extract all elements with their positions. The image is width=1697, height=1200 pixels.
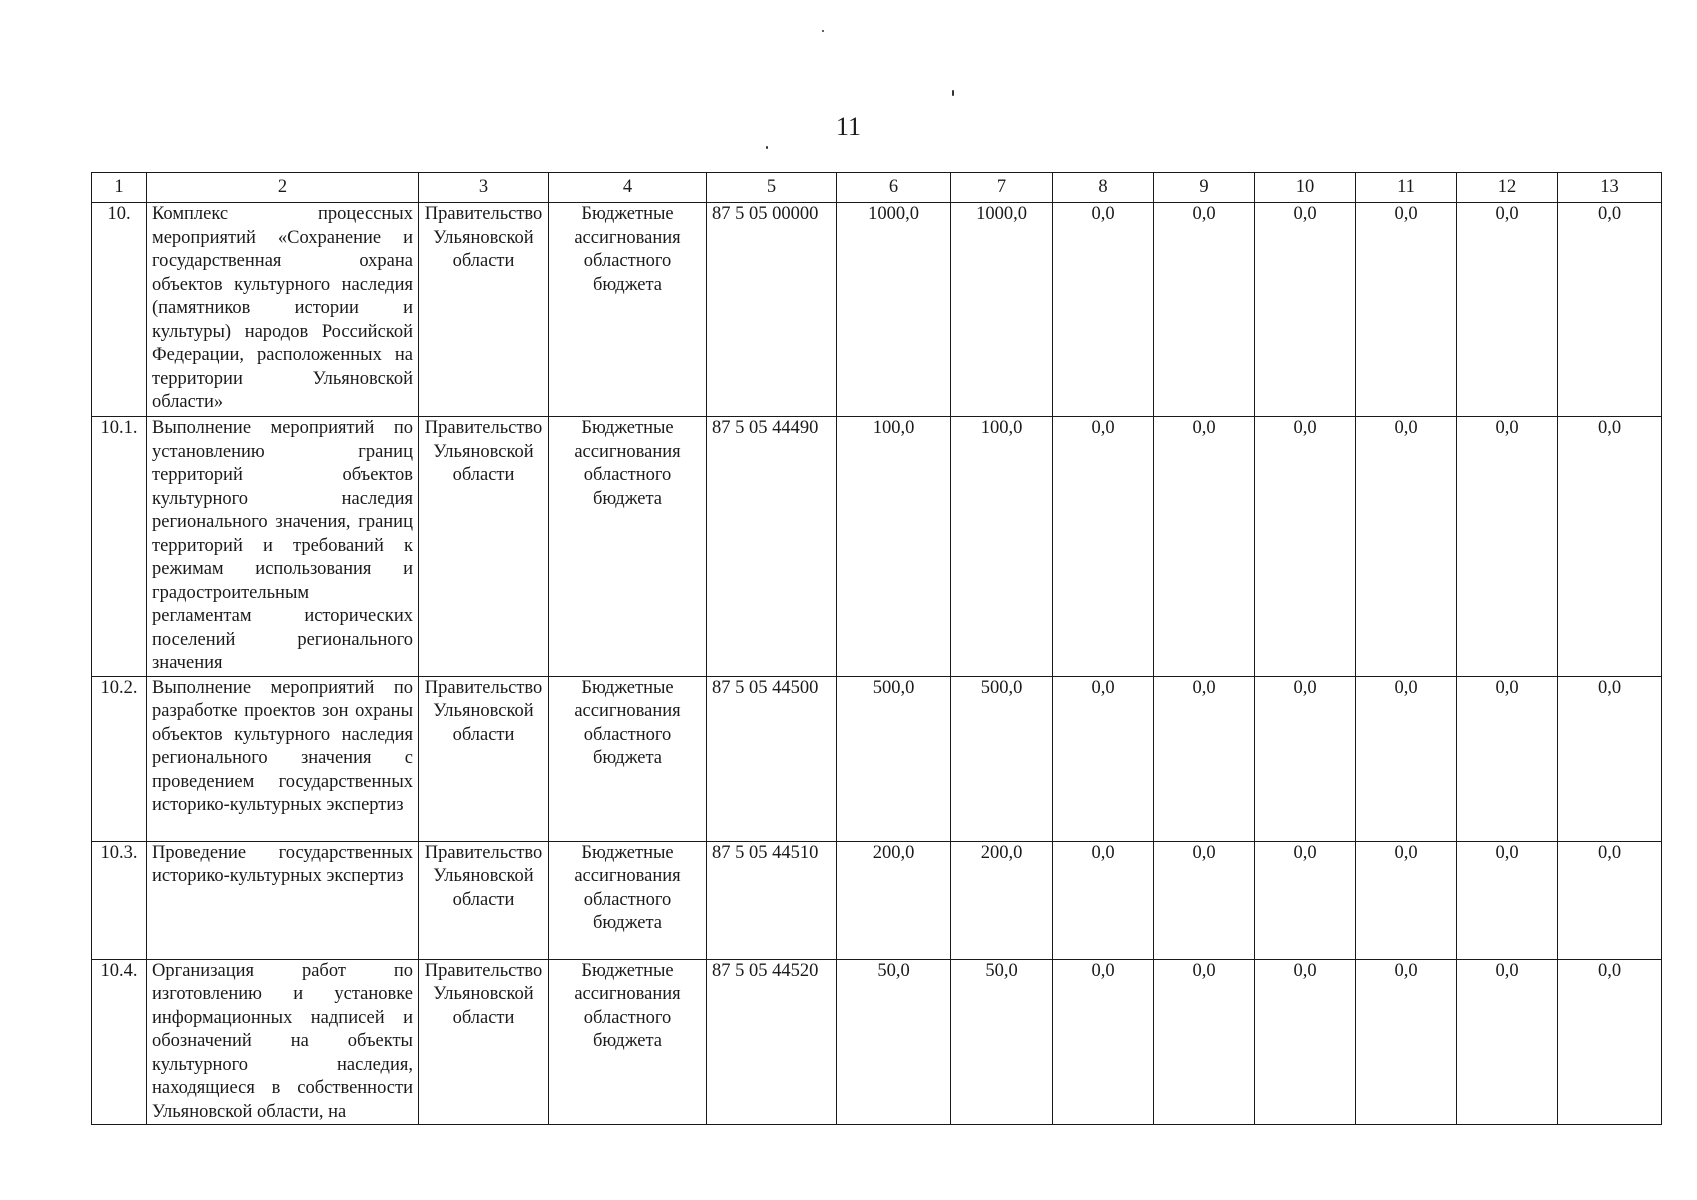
amount-cell: 0,0 <box>1154 203 1255 417</box>
row-number: 10. <box>92 203 147 417</box>
column-number-row <box>92 173 1662 203</box>
column-number: 2 <box>147 173 419 203</box>
column-number: 6 <box>837 173 951 203</box>
amount-cell: 0,0 <box>1053 676 1154 841</box>
table-row <box>92 959 1662 1125</box>
amount-cell: 200,0 <box>837 841 951 959</box>
column-number: 1 <box>92 173 147 203</box>
amount-cell: 500,0 <box>951 676 1053 841</box>
budget-table <box>91 172 1662 1125</box>
amount-cell: 0,0 <box>1053 203 1154 417</box>
amount-cell: 0,0 <box>1558 676 1662 841</box>
amount-cell: 50,0 <box>837 959 951 1125</box>
amount-cell: 0,0 <box>1558 417 1662 677</box>
amount-cell: 0,0 <box>1356 959 1457 1125</box>
table-row <box>92 676 1662 841</box>
row-number: 10.2. <box>92 676 147 841</box>
funding-source: Бюджетные ассигнования областного бюджета <box>549 203 707 417</box>
row-number: 10.3. <box>92 841 147 959</box>
scan-speck <box>952 90 954 96</box>
amount-cell: 500,0 <box>837 676 951 841</box>
amount-cell: 0,0 <box>1558 959 1662 1125</box>
budget-code: 87 5 05 44510 <box>707 841 837 959</box>
amount-cell: 0,0 <box>1558 841 1662 959</box>
measure-name: Организация работ по изготовлению и установке информационных надписей и обозначений на объекты культурного наследия, находящиеся в собственности Ульяновской области, на <box>147 959 419 1125</box>
column-number: 3 <box>419 173 549 203</box>
row-number: 10.4. <box>92 959 147 1125</box>
scan-speck <box>766 146 768 149</box>
table-row <box>92 841 1662 959</box>
amount-cell: 0,0 <box>1154 959 1255 1125</box>
table-row <box>92 203 1662 417</box>
executor: Правительство Ульяновской области <box>419 959 549 1125</box>
amount-cell: 0,0 <box>1356 841 1457 959</box>
budget-code: 87 5 05 44520 <box>707 959 837 1125</box>
amount-cell: 0,0 <box>1457 676 1558 841</box>
column-number: 7 <box>951 173 1053 203</box>
table-row <box>92 417 1662 677</box>
amount-cell: 0,0 <box>1154 417 1255 677</box>
column-number: 13 <box>1558 173 1662 203</box>
funding-source: Бюджетные ассигнования областного бюджета <box>549 417 707 677</box>
page-number: 11 <box>835 112 862 141</box>
amount-cell: 0,0 <box>1457 203 1558 417</box>
amount-cell: 1000,0 <box>951 203 1053 417</box>
amount-cell: 0,0 <box>1356 676 1457 841</box>
column-number: 9 <box>1154 173 1255 203</box>
funding-source: Бюджетные ассигнования областного бюджета <box>549 841 707 959</box>
executor: Правительство Ульяновской области <box>419 417 549 677</box>
funding-source: Бюджетные ассигнования областного бюджета <box>549 959 707 1125</box>
row-number: 10.1. <box>92 417 147 677</box>
amount-cell: 0,0 <box>1457 841 1558 959</box>
amount-cell: 0,0 <box>1356 203 1457 417</box>
column-number: 12 <box>1457 173 1558 203</box>
amount-cell: 0,0 <box>1558 203 1662 417</box>
executor: Правительство Ульяновской области <box>419 203 549 417</box>
amount-cell: 1000,0 <box>837 203 951 417</box>
amount-cell: 0,0 <box>1255 841 1356 959</box>
amount-cell: 0,0 <box>1053 959 1154 1125</box>
amount-cell: 0,0 <box>1053 417 1154 677</box>
column-number: 8 <box>1053 173 1154 203</box>
measure-name: Комплекс процессных мероприятий «Сохранение и государственная охрана объектов культурного наследия (памятников истории и культуры) народов Российской Федерации, расположенных на территории Ульяновской области» <box>147 203 419 417</box>
measure-name: Выполнение мероприятий по разработке проектов зон охраны объектов культурного наследия регионального значения с проведением государственных историко-культурных экспертиз <box>147 676 419 841</box>
executor: Правительство Ульяновской области <box>419 841 549 959</box>
column-number: 11 <box>1356 173 1457 203</box>
budget-code: 87 5 05 00000 <box>707 203 837 417</box>
column-number: 5 <box>707 173 837 203</box>
funding-source: Бюджетные ассигнования областного бюджета <box>549 676 707 841</box>
budget-code: 87 5 05 44500 <box>707 676 837 841</box>
amount-cell: 0,0 <box>1457 959 1558 1125</box>
amount-cell: 0,0 <box>1356 417 1457 677</box>
scan-speck <box>822 30 824 32</box>
amount-cell: 0,0 <box>1255 676 1356 841</box>
column-number: 4 <box>549 173 707 203</box>
amount-cell: 50,0 <box>951 959 1053 1125</box>
amount-cell: 0,0 <box>1154 676 1255 841</box>
amount-cell: 0,0 <box>1154 841 1255 959</box>
measure-name: Проведение государственных историко-культурных экспертиз <box>147 841 419 959</box>
amount-cell: 100,0 <box>951 417 1053 677</box>
amount-cell: 0,0 <box>1255 959 1356 1125</box>
measure-name: Выполнение мероприятий по установлению границ территорий объектов культурного наследия регионального значения, границ территорий и требований к режимам использования и градостроительным регламентам исторических поселений регионального значения <box>147 417 419 677</box>
amount-cell: 0,0 <box>1457 417 1558 677</box>
column-number: 10 <box>1255 173 1356 203</box>
amount-cell: 0,0 <box>1053 841 1154 959</box>
amount-cell: 0,0 <box>1255 417 1356 677</box>
budget-code: 87 5 05 44490 <box>707 417 837 677</box>
amount-cell: 100,0 <box>837 417 951 677</box>
amount-cell: 0,0 <box>1255 203 1356 417</box>
executor: Правительство Ульяновской области <box>419 676 549 841</box>
amount-cell: 200,0 <box>951 841 1053 959</box>
